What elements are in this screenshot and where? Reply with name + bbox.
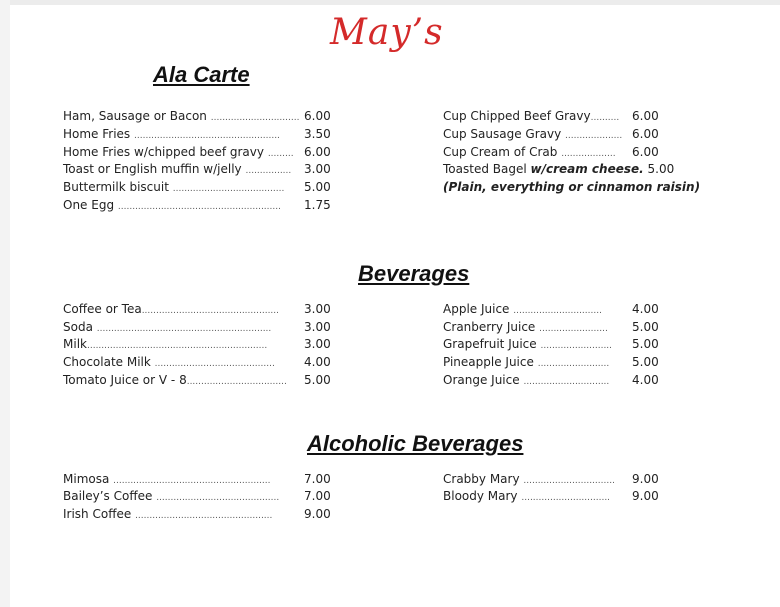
menu-item: Bailey’s Coffee ........................................... <box>63 489 280 503</box>
menu-item-price: 7.00 <box>304 489 331 503</box>
menu-item-price: 5.00 <box>632 337 659 351</box>
menu-item: Toasted Bagel w/cream cheese. 5.00 <box>443 162 675 176</box>
menu-item-price: 3.00 <box>304 320 331 334</box>
menu-item: Bloody Mary ............................... <box>443 489 611 503</box>
menu-item-price: 9.00 <box>632 472 659 486</box>
menu-item-price: 3.50 <box>304 127 331 141</box>
menu-item: Toast or English muffin w/jelly ................ <box>63 162 292 176</box>
menu-item: Cup Sausage Gravy .................... <box>443 127 623 141</box>
menu-item: Irish Coffee ................................................ <box>63 507 273 521</box>
menu-item-price: 3.00 <box>304 162 331 176</box>
menu-item: Ham, Sausage or Bacon ............................... <box>63 109 300 123</box>
menu-item: Pineapple Juice ......................... <box>443 355 610 369</box>
page-top-edge <box>0 0 780 5</box>
menu-item: Grapefruit Juice ......................... <box>443 337 613 351</box>
menu-item-price: 6.00 <box>632 127 659 141</box>
menu-item-price: 9.00 <box>304 507 331 521</box>
menu-item-price: 6.00 <box>304 145 331 159</box>
menu-item-price: 1.75 <box>304 198 331 212</box>
menu-item: Cup Chipped Beef Gravy.......... <box>443 109 620 123</box>
section-title-ala-carte: Ala Carte <box>153 62 250 87</box>
restaurant-logo: May’s <box>330 12 444 53</box>
menu-item: Chocolate Milk .......................................... <box>63 355 275 369</box>
menu-item-price: 3.00 <box>304 337 331 351</box>
menu-item-price: 9.00 <box>632 489 659 503</box>
menu-item-price: 5.00 <box>304 373 331 387</box>
menu-item: Orange Juice .............................. <box>443 373 610 387</box>
menu-item: One Egg ......................................................... <box>63 198 281 212</box>
menu-item: Milk............................................................... <box>63 337 268 351</box>
menu-item: Cranberry Juice ........................ <box>443 320 608 334</box>
menu-item: Mimosa ....................................................... <box>63 472 271 486</box>
section-title-alcoholic-beverages: Alcoholic Beverages <box>307 431 524 456</box>
menu-item-price: 4.00 <box>632 302 659 316</box>
menu-item: Buttermilk biscuit ....................................... <box>63 180 285 194</box>
menu-item: Soda ............................................................. <box>63 320 272 334</box>
menu-item-price: 7.00 <box>304 472 331 486</box>
menu-item-price: 5.00 <box>632 320 659 334</box>
menu-item-price: 3.00 <box>304 302 331 316</box>
menu-item: Cup Cream of Crab ................... <box>443 145 616 159</box>
menu-item-price: 4.00 <box>632 373 659 387</box>
menu-item: Home Fries w/chipped beef gravy ......... <box>63 145 294 159</box>
menu-item: Crabby Mary ................................ <box>443 472 615 486</box>
menu-item: Tomato Juice or V - 8................................... <box>63 373 287 387</box>
menu-item: Home Fries ................................................... <box>63 127 280 141</box>
bagel-options-note: (Plain, everything or cinnamon raisin) <box>443 180 701 194</box>
section-title-beverages: Beverages <box>358 261 470 286</box>
page-left-edge <box>0 0 10 607</box>
menu-item: Coffee or Tea................................................ <box>63 302 280 316</box>
menu-item-price: 5.00 <box>632 355 659 369</box>
menu-item-price: 6.00 <box>632 109 659 123</box>
menu-item-price: 5.00 <box>304 180 331 194</box>
menu-item-price: 4.00 <box>304 355 331 369</box>
menu-item: Apple Juice ............................... <box>443 302 602 316</box>
menu-item-price: 6.00 <box>632 145 659 159</box>
menu-item-price: 6.00 <box>304 109 331 123</box>
